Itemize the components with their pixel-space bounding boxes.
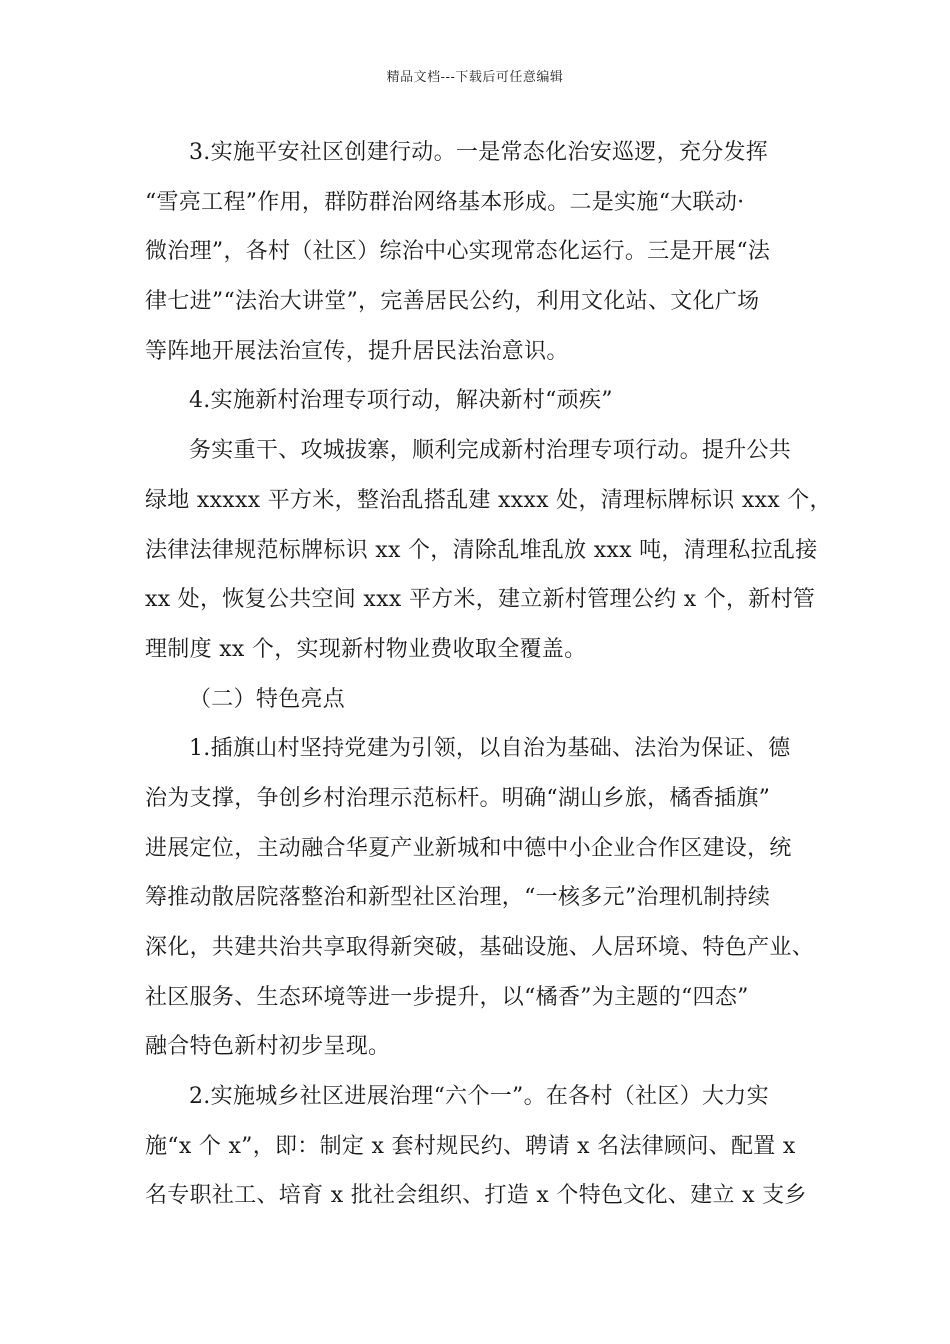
paragraph-line: 治为支撑，争创乡村治理示范标杆。明确“湖山乡旅，橘香插旗”	[145, 785, 771, 811]
paragraph-line: 融合特色新村初步呈现。	[145, 1034, 391, 1060]
paragraph-line: 进展定位，主动融合华夏产业新城和中德中小企业合作区建设，统	[145, 835, 792, 861]
page-header: 精品文档---下载后可任意编辑	[386, 70, 564, 85]
paragraph-line: 筹推动散居院落整治和新型社区治理，“一核多元”治理机制持续	[145, 885, 771, 911]
paragraph-line: 理制度 xx 个，实现新村物业费收取全覆盖。	[145, 636, 587, 662]
paragraph-line: 施“x 个 x”，即：制定 x 套村规民约、聘请 x 名法律顾问、配置 x	[145, 1133, 796, 1159]
paragraph-line: 微治理”，各村（社区）综治中心实现常态化运行。三是开展“法	[145, 239, 771, 265]
section-heading: 4.实施新村治理专项行动，解决新村“顽疾”	[189, 388, 613, 414]
document-body	[145, 128, 832, 1221]
paragraph-line: 等阵地开展法治宣传，提升居民法治意识。	[145, 338, 569, 364]
paragraph-line: xx 处，恢复公共空间 xxx 平方米，建立新村管理公约 x 个，新村管	[145, 587, 816, 613]
paragraph-line: 绿地 xxxxx 平方米，整治乱搭乱建 xxxx 处，清理标牌标识 xxx 个，	[145, 487, 832, 513]
paragraph-line: 3.实施平安社区创建行动。一是常态化治安巡逻，充分发挥	[189, 140, 769, 165]
paragraph-line: 律七进”“法治大讲堂”，完善居民公约，利用文化站、文化广场	[145, 289, 760, 315]
paragraph-line: “雪亮工程”作用，群防群治网络基本形成。二是实施“大联动·	[145, 189, 745, 215]
section-heading: （二）特色亮点	[189, 686, 346, 712]
paragraph-line: 社区服务、生态环境等进一步提升，以“橘香”为主题的“四态”	[145, 984, 749, 1010]
paragraph-line: 名专职社工、培育 x 批社会组织、打造 x 个特色文化、建立 x 支乡	[145, 1183, 807, 1209]
paragraph-line: 深化，共建共治共享取得新突破，基础设施、人居环境、特色产业、	[145, 935, 815, 960]
paragraph-line: 务实重干、攻城拔寨，顺利完成新村治理专项行动。提升公共	[189, 438, 792, 464]
paragraph-line: 法律法律规范标牌标识 xx 个，清除乱堆乱放 xxx 吨，清理私拉乱接	[145, 537, 818, 563]
paragraph-line: 2.实施城乡社区进展治理“六个一”。在各村（社区）大力实	[189, 1084, 769, 1110]
paragraph-line: 1.插旗山村坚持党建为引领，以自治为基础、法治为保证、德	[189, 736, 791, 762]
